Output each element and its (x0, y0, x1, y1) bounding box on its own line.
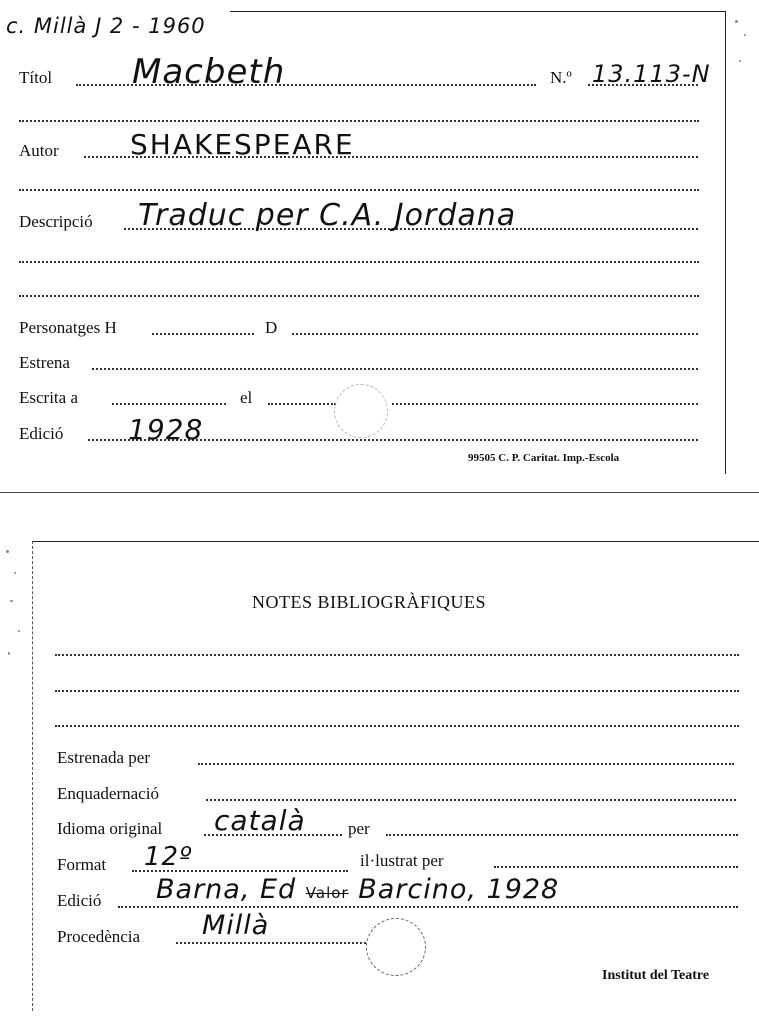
escrita-el-line (268, 403, 336, 405)
estrena-line (92, 368, 698, 370)
format-label: Format (57, 855, 107, 874)
personatges-h-line (152, 333, 254, 335)
card2-top-border (32, 541, 759, 542)
personatges-d-line (292, 333, 698, 335)
estrenada-label: Estrenada per (57, 748, 150, 767)
estrenada-line (198, 763, 734, 765)
printer-line: 99505 C. P. Caritat. Imp.-Escola (468, 452, 620, 464)
escrita-line (112, 403, 226, 405)
enquadernacio-line (206, 799, 736, 801)
card1-right-border (725, 12, 726, 474)
institution-label: Institut del Teatre (602, 968, 710, 983)
punch-hole-2 (366, 918, 426, 976)
edicio2-value-a: Barna, Ed (156, 874, 297, 905)
top-handwritten-note: c. Millà J 2 - 1960 (6, 14, 206, 38)
descripcio-label: Descripció (19, 212, 93, 231)
edge-speck (14, 572, 16, 574)
descripcio-value: Traduc per C.A. Jordana (138, 198, 517, 233)
autor-line-2 (19, 189, 699, 191)
autor-value: SHAKESPEARE (130, 128, 355, 161)
notes-line-3 (55, 725, 739, 727)
edge-speck (739, 60, 741, 62)
notes-line-2 (55, 690, 739, 692)
numero-label: N.º (550, 68, 572, 87)
edge-speck (18, 630, 20, 632)
edicio2-value (156, 874, 559, 905)
personatges-label: Personatges H (19, 318, 117, 337)
estrena-label: Estrena (19, 353, 70, 372)
escrita-label: Escrita a (19, 388, 78, 407)
illustrat-line (494, 866, 738, 868)
notes-heading: NOTES BIBLIOGRÀFIQUES (252, 592, 487, 612)
edicio2-value-b: Barcino, 1928 (358, 874, 560, 905)
card1-bottom-border (0, 492, 759, 493)
card2-left-border (32, 541, 33, 1011)
autor-label: Autor (19, 141, 59, 160)
edicio2-label: Edició (57, 891, 102, 910)
edicio-label: Edició (19, 424, 64, 443)
procedencia-line (176, 942, 366, 944)
idioma-per-label: per (348, 819, 370, 838)
personatges-d-label: D (265, 318, 278, 337)
descripcio-line-2 (19, 261, 699, 263)
edicio2-struck: Valor (305, 884, 349, 902)
illustrat-label: il·lustrat per (360, 851, 444, 870)
procedencia-value: Millà (202, 910, 270, 941)
edge-speck (744, 34, 746, 36)
card1-top-border (230, 11, 726, 12)
descripcio-line-3 (19, 295, 699, 297)
enquadernacio-label: Enquadernació (57, 784, 159, 803)
titol-line-2 (19, 120, 699, 122)
edicio-value: 1928 (128, 413, 204, 446)
format-value: 12º (144, 842, 193, 872)
edge-speck (8, 652, 10, 655)
edge-speck (6, 550, 9, 553)
titol-value: Macbeth (132, 52, 286, 92)
titol-label: Títol (19, 68, 53, 87)
idioma-value: català (214, 804, 306, 837)
escrita-el-label: el (240, 388, 253, 407)
edge-speck (10, 600, 13, 602)
punch-hole (334, 384, 388, 438)
notes-line-1 (55, 654, 739, 656)
procedencia-label: Procedència (57, 927, 141, 946)
idioma-per-line (386, 834, 738, 836)
numero-value: 13.113-N (592, 60, 711, 88)
edge-speck (735, 20, 738, 23)
edicio2-line (118, 906, 738, 908)
escrita-el-line-2 (392, 403, 698, 405)
idioma-label: Idioma original (57, 819, 163, 838)
